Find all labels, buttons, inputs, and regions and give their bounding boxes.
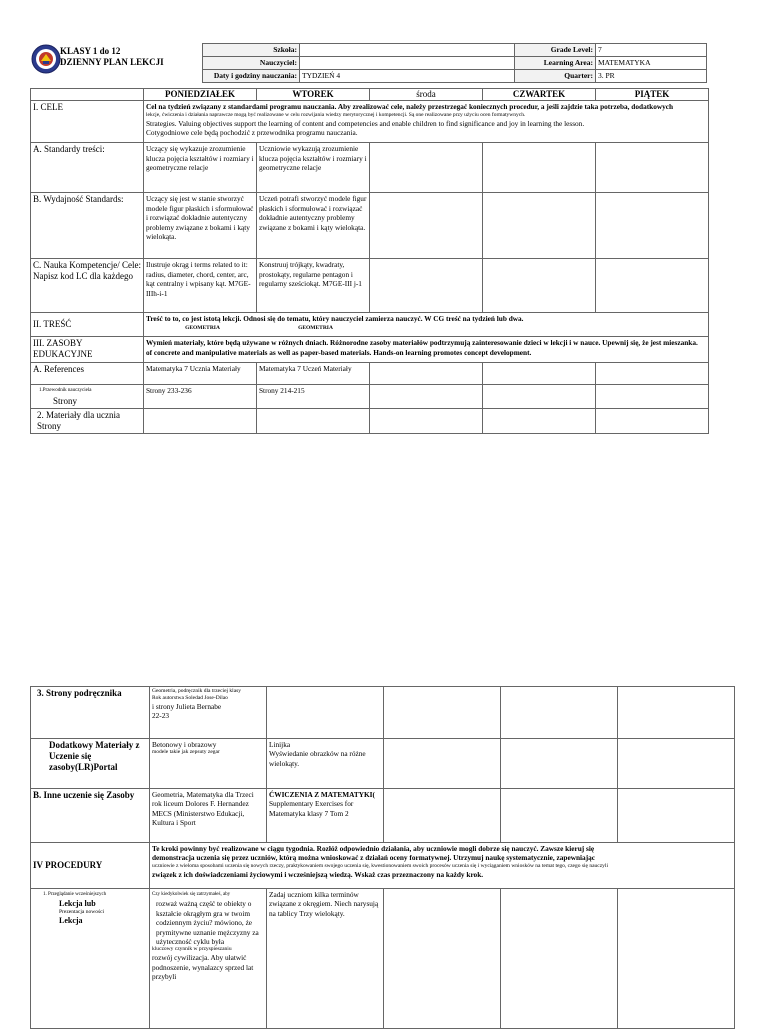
review-label-line4: Lekcja [59,915,83,925]
learning-competencies-monday: Ilustruje okrąg i terms related to it: radius, diameter, chord, center, arc, kąt centralny i wpisany kąt. M7GE-IIIh-i-1 [144,259,257,313]
performance-standards-friday [596,193,709,259]
additional-tue-line2: Wyświedanie obrazków na różne wielokąty. [269,749,366,768]
content-standards-friday [596,143,709,193]
day-header-wednesday: środa [370,89,483,101]
other-resources-wednesday [384,789,501,843]
day-header-tuesday: WTOREK [257,89,370,101]
review-lesson-tuesday: Zadaj uczniom kilka terminów związane z okręgiem. Niech narysują na tablicy Trzy wielokąty. [267,889,384,1029]
proc-text-line1: Te kroki powinny być realizowane w ciągu tygodnia. Rozłóż odpowiednio działania, aby uczniowie mogli dobrze się nauczyć. Zawsze kieruj się [152,844,595,853]
learner-materials-wednesday [370,408,483,433]
section-procedury-label: IV PROCEDURY [31,843,150,889]
other-tue-line1: ĆWICZENIA Z MATEMATYKI( [269,790,375,799]
tresc-description [144,313,709,337]
section-tresc-label: II. TREŚĆ [31,313,144,337]
textbook-pages-friday [618,687,735,739]
other-tue-line2: Supplementary Exercises for Matematyka klasy 7 Tom 2 [269,799,354,818]
content-standards-wednesday [370,143,483,193]
content-standards-thursday [483,143,596,193]
additional-materials-tuesday [267,739,384,789]
cele-text-line2: lekcje, ćwiczenia i działania naprawcze mogą być realizowane w celu rozwijania wiedzy merytorycznej i kompetencji. Są one realizowane przy użyciu ocen formatywnych. [146,111,526,118]
grade-level-value: 7 [596,44,707,57]
review-mon-line2: rozważ ważną część te obiekty o kształcie okrągłym gra w twoim codziennym życiu? mówiono, że prymitywne uznanie mężczyzny za użyteczność cyklu była [156,899,259,947]
review-label-line2: Lekcja lub [59,899,96,909]
performance-standards-thursday [483,193,596,259]
tresc-monday: GEOMETRIA [185,324,220,331]
proc-text-line2: demonstracja uczenia się przez uczniów, którą można wnioskować z działań oceny formatywnej. Utrzymuj naukę systematycznie, zapewniając [152,853,596,863]
review-label-line1: 1. Przeglądanie wcześniejszych [43,892,107,897]
deped-seal-logo [31,44,61,74]
review-lesson-friday [618,889,735,1029]
additional-mon-line1: Betonowy i obrazowy [152,740,217,749]
teacher-guide-friday [596,385,709,408]
teacher-guide-label-line2: Strony [53,395,78,406]
review-lesson-label [31,889,150,1029]
references-friday [596,363,709,385]
zasoby-text-line2: of concrete and manipulative materials as well as paper-based materials. Hands-on learning promotes concept development. [146,347,532,357]
textbook-line3: i strony Julieta Bernabe [152,702,222,711]
day-header-monday: PONIEDZIAŁEK [144,89,257,101]
learning-competencies-label: C. Nauka Kompetencje/ Cele: Napisz kod LC dla każdego [31,259,144,313]
textbook-pages-thursday [501,687,618,739]
review-lesson-monday [150,889,267,1029]
title-line-1: KLASY 1 do 12 [60,46,121,56]
learning-area-value: MATEMATYKA [596,57,707,70]
section-zasoby-label: III. ZASOBY EDUKACYJNE [31,337,144,363]
review-label-line3: Prezentacja nowości [59,908,105,915]
zasoby-description [144,337,709,363]
other-resources-label: B. Inne uczenie się Zasoby [31,789,150,843]
review-mon-line4: rozwój cywilizacja. Aby ułatwić podnoszenie, wynalazcy sprzed lat przybyli [152,953,254,982]
teacher-guide-wednesday [370,385,483,408]
dates-label: Daty i godziny nauczania: [203,70,300,83]
grade-level-label: Grade Level: [515,44,596,57]
performance-standards-monday: Uczący się jest w stanie stworzyć modele figur płaskich i sformułować i rozwiązać dokładnie autentyczny problemy związane z bokami i kąty wielokąta. [144,193,257,259]
learning-competencies-wednesday [370,259,483,313]
section-cele-label: I. CELE [31,101,144,143]
references-tuesday: Matematyka 7 Uczeń Materiały [257,363,370,385]
cele-description [144,101,709,143]
lesson-plan-table-page2 [30,686,735,1029]
learning-competencies-thursday [483,259,596,313]
tresc-text: Treść to to, co jest istotą lekcji. Odnosi się do tematu, który nauczyciel zamierza nauczyć. W CG treść na tydzień lub dwa. [146,314,524,324]
performance-standards-tuesday: Uczeń potrafi stworzyć modele figur płaskich i sformułować i rozwiązać dokładnie autentyczny problemy związane z bokami i kąty wielokąta. [257,193,370,259]
review-mon-line1: Czy kiedykolwiek się zatrzymałeś, aby [152,892,231,897]
teacher-label: Nauczyciel: [203,57,300,70]
learning-competencies-friday [596,259,709,313]
teacher-guide-label-line1: 1.Przewodnik nauczyciela [39,388,92,394]
additional-materials-friday [618,739,735,789]
additional-tue-line1: Linijka [269,740,291,749]
references-monday: Matematyka 7 Ucznia Materiały [144,363,257,385]
title-line-2: DZIENNY PLAN LEKCJI [60,57,164,67]
other-resources-thursday [501,789,618,843]
textbook-pages-wednesday [384,687,501,739]
other-resources-monday: Geometria, Matematyka dla Trzeci rok liceum Dolores F. Hernandez MECS (Ministerstwo Edukacji, Kultura i Sport [150,789,267,843]
learner-materials-monday [144,408,257,433]
learning-competencies-tuesday: Konstruuj trójkąty, kwadraty, prostokąty, regularne pentagon i regularny sześciokąt. M7GE-III j-1 [257,259,370,313]
textbook-pages-tuesday [267,687,384,739]
review-lesson-thursday [501,889,618,1029]
additional-materials-label: Dodatkowy Materiały z Uczenie się zasoby(LR)Portal [31,739,150,789]
learner-materials-label: 2. Materiały dla ucznia Strony [31,408,144,433]
quarter-value: 3. PR [596,70,707,83]
learner-materials-friday [596,408,709,433]
teacher-guide-tuesday: Strony 214-215 [257,385,370,408]
tresc-tuesday: GEOMETRIA [298,324,333,331]
textbook-line1: Geometria, podręcznik dla trzeciej klasy [152,688,242,694]
teacher-value [300,57,515,70]
header-info-table [202,43,707,83]
day-header-friday: PIĄTEK [596,89,709,101]
teacher-guide-monday: Strony 233-236 [144,385,257,408]
teacher-guide-thursday [483,385,596,408]
corner-cell [31,89,144,101]
additional-materials-monday [150,739,267,789]
content-standards-tuesday: Uczniowie wykazują zrozumienie klucza pojęcia kształtów i rozmiary i geometryczne relacje [257,143,370,193]
textbook-line2: Rok autorstwa Soledad Jose-Dilao [152,695,228,701]
learner-materials-thursday [483,408,596,433]
content-standards-monday: Uczący się wykazuje zrozumienie klucza pojęcia kształtów i rozmiary i geometryczne relacje [144,143,257,193]
textbook-line4: 22-23 [152,711,170,721]
learner-materials-tuesday [257,408,370,433]
zasoby-text-line1: Wymień materiały, które będą używane w różnych dniach. Różnorodne zasoby materiałów podtrzymują zainteresowanie dzieci w lekcji i w nauce. Upewnij się, że jest mieszanka. [146,338,698,348]
review-lesson-wednesday [384,889,501,1029]
learning-area-label: Learning Area: [515,57,596,70]
lesson-plan-table-page1 [30,88,709,434]
proc-text-line4: związek z ich doświadczeniami życiowymi i wcześniejszą wiedzą. Wskaż czas przeznaczony na każdy krok. [152,869,484,879]
review-mon-line3: kluczowy czynnik w przyspieszaniu [152,946,232,953]
references-wednesday [370,363,483,385]
textbook-pages-monday [150,687,267,739]
proc-text-line3: uczniowie z wieloma sposobami uczenia się nowych rzeczy, praktykowaniem swojego uczenia się, kwestionowaniem swoich procesów uczenia się i wyciąganiem wniosków na temat tego, czego się nauczyli [152,862,608,869]
document-title [60,46,164,68]
other-resources-friday [618,789,735,843]
additional-materials-wednesday [384,739,501,789]
procedury-description [150,843,735,889]
quarter-label: Quarter: [515,70,596,83]
school-value [300,44,515,57]
teacher-guide-label [31,385,144,408]
performance-standards-wednesday [370,193,483,259]
cele-text-line1: Cel na tydzień związany z standardami programu nauczania. Aby zrealizować cele, należy przestrzegać koniecznych procedur, a jeśli zajdzie taka potrzeba, dodatkowych [146,102,674,112]
dates-value: TYDZIEŃ 4 [300,70,515,83]
other-resources-tuesday [267,789,384,843]
textbook-pages-label: 3. Strony podręcznika [31,687,150,739]
references-label: A. References [31,363,144,385]
school-label: Szkoła: [203,44,300,57]
performance-standards-label: B. Wydajność Standards: [31,193,144,259]
references-thursday [483,363,596,385]
day-header-thursday: CZWARTEK [483,89,596,101]
additional-materials-thursday [501,739,618,789]
content-standards-label: A. Standardy treści: [31,143,144,193]
cele-text-line4: Cotygodniowe cele będą pochodzić z przewodnika programu nauczania. [146,128,358,138]
cele-text-line3: Strategies. Valuing objectives support the learning of content and competencies and enable children to find significance and joy in learning the lesson. [146,118,585,128]
additional-mon-line2: modele takie jak zepsuty zegar [152,749,220,756]
